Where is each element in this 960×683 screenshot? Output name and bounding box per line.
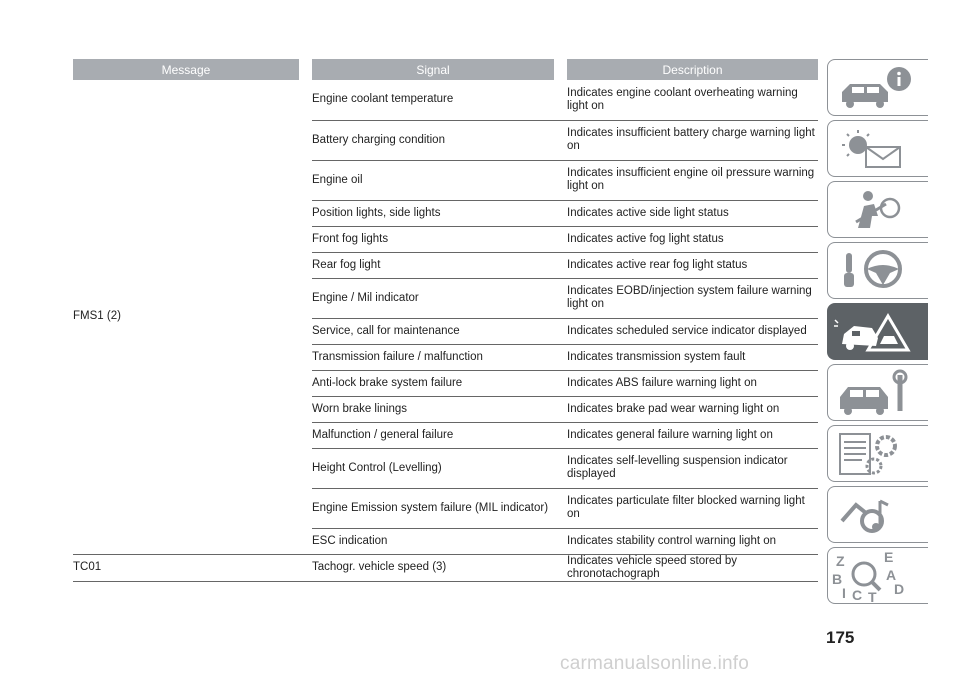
index-letter-0: Z <box>836 553 845 569</box>
signals-table <box>73 59 818 582</box>
table-row <box>73 554 818 581</box>
description-cell: Indicates active side light status <box>567 200 818 226</box>
description-cell: Indicates EOBD/injection system failure warning light on <box>567 278 818 318</box>
signal-cell: Anti-lock brake system failure <box>312 370 554 396</box>
tab-airbag-safety[interactable] <box>827 181 928 238</box>
signal-cell: Battery charging condition <box>312 120 554 160</box>
multimedia-note-icon <box>828 487 928 544</box>
tab-dashboard-lights[interactable] <box>827 120 928 177</box>
message-cell: FMS1 (2) <box>73 80 299 554</box>
tab-steering-wheel-key[interactable] <box>827 242 928 299</box>
description-cell: Indicates brake pad wear warning light on <box>567 396 818 422</box>
description-cell: Indicates stability control warning light on <box>567 528 818 554</box>
signal-cell: Position lights, side lights <box>312 200 554 226</box>
car-tools-icon <box>828 365 928 422</box>
description-cell: Indicates scheduled service indicator displayed <box>567 318 818 344</box>
signal-cell: Tachogr. vehicle speed (3) <box>312 554 554 581</box>
description-cell: Indicates ABS failure warning light on <box>567 370 818 396</box>
signal-cell: Malfunction / general failure <box>312 422 554 448</box>
index-letter-3: A <box>886 567 897 583</box>
signal-cell: Engine / Mil indicator <box>312 278 554 318</box>
tab-multimedia[interactable] <box>827 486 928 543</box>
index-letter-5: C <box>852 587 863 603</box>
signal-cell: Engine Emission system failure (MIL indicator) <box>312 488 554 528</box>
table-header-row <box>73 59 818 80</box>
signal-cell: Rear fog light <box>312 252 554 278</box>
table-row <box>73 80 818 120</box>
description-cell: Indicates active fog light status <box>567 226 818 252</box>
description-cell: Indicates active rear fog light status <box>567 252 818 278</box>
airbag-safety-icon <box>828 182 928 239</box>
index-search-icon <box>828 548 928 605</box>
tab-warning-lights[interactable] <box>827 303 928 360</box>
index-letter-6: T <box>868 589 877 605</box>
index-letter-2: B <box>832 571 843 587</box>
tab-index[interactable] <box>827 547 928 604</box>
description-cell: Indicates engine coolant overheating warning light on <box>567 80 818 120</box>
index-letter-1: E <box>884 549 894 565</box>
signal-cell: Front fog lights <box>312 226 554 252</box>
signal-cell: Transmission failure / malfunction <box>312 344 554 370</box>
description-cell: Indicates transmission system fault <box>567 344 818 370</box>
signal-cell: Height Control (Levelling) <box>312 448 554 488</box>
watermark: carmanualsonline.info <box>560 653 750 674</box>
header-signal: Signal <box>312 59 554 80</box>
signal-cell: Worn brake linings <box>312 396 554 422</box>
index-letter-4: I <box>842 585 846 601</box>
description-cell: Indicates particulate filter blocked warning light on <box>567 488 818 528</box>
warning-car-icon <box>828 304 928 361</box>
description-cell: Indicates general failure warning light on <box>567 422 818 448</box>
chapter-tabs <box>827 59 928 608</box>
tab-car-maintenance[interactable] <box>827 364 928 421</box>
signal-cell: ESC indication <box>312 528 554 554</box>
signal-cell: Engine oil <box>312 160 554 200</box>
tab-car-info[interactable] <box>827 59 928 116</box>
index-letter-7: D <box>894 581 905 597</box>
signal-cell: Engine coolant temperature <box>312 80 554 120</box>
specs-gears-icon <box>828 426 928 483</box>
header-message: Message <box>73 59 299 80</box>
signal-cell: Service, call for maintenance <box>312 318 554 344</box>
car-info-icon <box>828 60 928 117</box>
description-cell: Indicates insufficient battery charge warning light on <box>567 120 818 160</box>
tab-specifications[interactable] <box>827 425 928 482</box>
table-body <box>73 80 818 581</box>
description-cell: Indicates insufficient engine oil pressure warning light on <box>567 160 818 200</box>
dashboard-lights-icon <box>828 121 928 178</box>
description-cell: Indicates vehicle speed stored by chronotachograph <box>567 554 818 581</box>
page-number: 175 <box>826 628 855 647</box>
description-cell: Indicates self-levelling suspension indicator displayed <box>567 448 818 488</box>
steering-wheel-key-icon <box>828 243 928 300</box>
message-cell: TC01 <box>73 554 299 581</box>
header-description: Description <box>567 59 818 80</box>
